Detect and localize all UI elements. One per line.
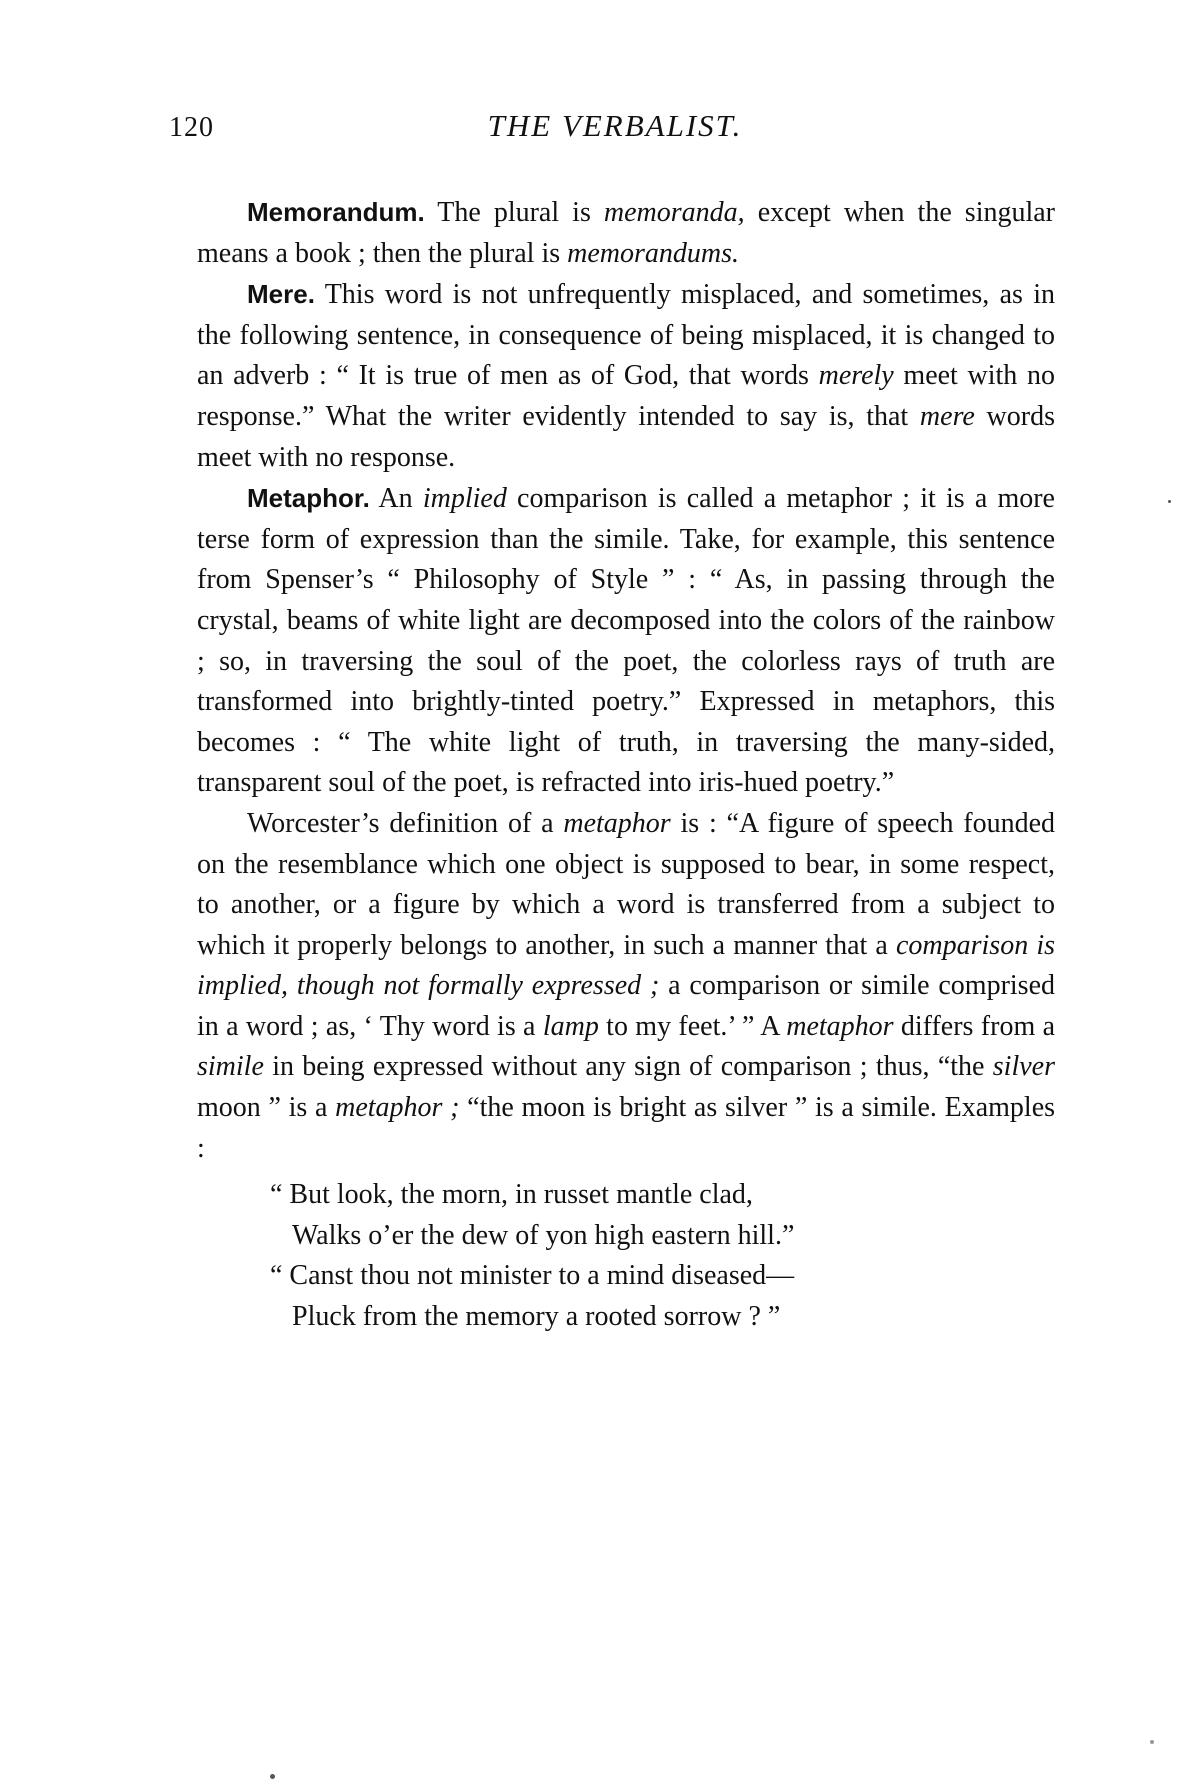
italic-term: memoranda,	[603, 197, 745, 228]
entry-text: comparison is called a metaphor ; it is a more terse form of expression than the simile. Take, for example, this sentence from Spenser’s “ Philosophy of Style ” : “ As, in passing through the crystal, beams of white light are decomposed into the colors of the rainbow ; so, in traversing the soul of the poet, the colorless rays of truth are transformed into brightly-tinted poetry.” Expressed in metaphors, this becomes : “ The white light of truth, in traversing the many-sided, transparent soul of the poet, is refracted into iris-hued poetry.”	[197, 483, 1055, 799]
paragraph-text: moon ” is a	[197, 1092, 336, 1124]
italic-term: implied	[422, 483, 507, 515]
verse-line: “ Canst thou not minister to a mind diseased—	[270, 1260, 795, 1292]
paragraph-text: is : “A figure of speech founded on the resemblance which one object is supposed to bear, in some respect, to another, or a figure by which a word is transferred from a subject to which it properly belongs to another, in such a manner that a	[197, 807, 1055, 961]
print-speck	[1168, 500, 1171, 503]
italic-term: simile	[197, 1051, 264, 1083]
italic-term: comparison is implied, though not formally expressed ;	[197, 929, 1055, 1002]
entry-heading: Memorandum.	[247, 197, 425, 227]
print-speck	[1150, 1740, 1154, 1744]
entry-text: An	[369, 483, 423, 515]
italic-term: silver	[992, 1051, 1055, 1083]
page-header	[169, 108, 1061, 148]
example-quotation-1	[197, 1175, 1055, 1256]
italic-term: metaphor	[786, 1010, 894, 1042]
entry-text: words meet with no response.	[197, 400, 1055, 473]
entry-heading: Mere.	[247, 279, 315, 310]
italic-term: merely	[818, 360, 894, 392]
verse-line: “ But look, the morn, in russet mantle clad,	[270, 1179, 753, 1211]
paragraph-worcester-definition	[197, 804, 1055, 1169]
entry-mere	[197, 274, 1055, 478]
print-speck	[270, 1774, 275, 1779]
paragraph-text: Worcester’s definition of a	[247, 807, 564, 839]
entry-text: except when the singular means a book ; then the plural is	[197, 197, 1055, 269]
italic-term: lamp	[542, 1010, 599, 1042]
italic-term: mere	[919, 400, 975, 432]
paragraph-text: differs from a	[893, 1010, 1055, 1042]
page-number: 120	[169, 112, 214, 143]
entry-metaphor	[197, 478, 1055, 804]
italic-term: metaphor ;	[335, 1092, 460, 1124]
italic-term: memorandums.	[567, 237, 740, 269]
paragraph-text: to my feet.’ ” A	[598, 1010, 787, 1042]
example-quotation-2	[197, 1256, 1055, 1337]
running-title: THE VERBALIST.	[487, 108, 743, 143]
paragraph-text: a comparison or simile comprised in a word ; as, ‘ Thy word is a	[197, 970, 1055, 1042]
entry-memorandum	[197, 192, 1055, 274]
verse-line: Pluck from the memory a rooted sorrow ? ”	[292, 1301, 781, 1333]
entry-text: This word is not unfrequently misplaced, and sometimes, as in the following sentence, in consequence of being misplaced, it is changed to an adverb : “ It is true of men as of God, that words	[197, 279, 1055, 392]
entry-text: meet with no response.” What the writer evidently intended to say is, that	[197, 360, 1055, 432]
page-body	[197, 192, 1055, 1338]
paragraph-text: “the moon is bright as silver ” is a simile. Examples :	[197, 1092, 1056, 1164]
paragraph-text: in being expressed without any sign of comparison ; thus, “the	[263, 1051, 993, 1083]
italic-term: metaphor	[563, 807, 671, 839]
verse-line: Walks o’er the dew of yon high eastern hill.”	[292, 1219, 795, 1251]
entry-heading: Metaphor.	[247, 483, 370, 514]
entry-text: The plural is	[424, 197, 604, 228]
